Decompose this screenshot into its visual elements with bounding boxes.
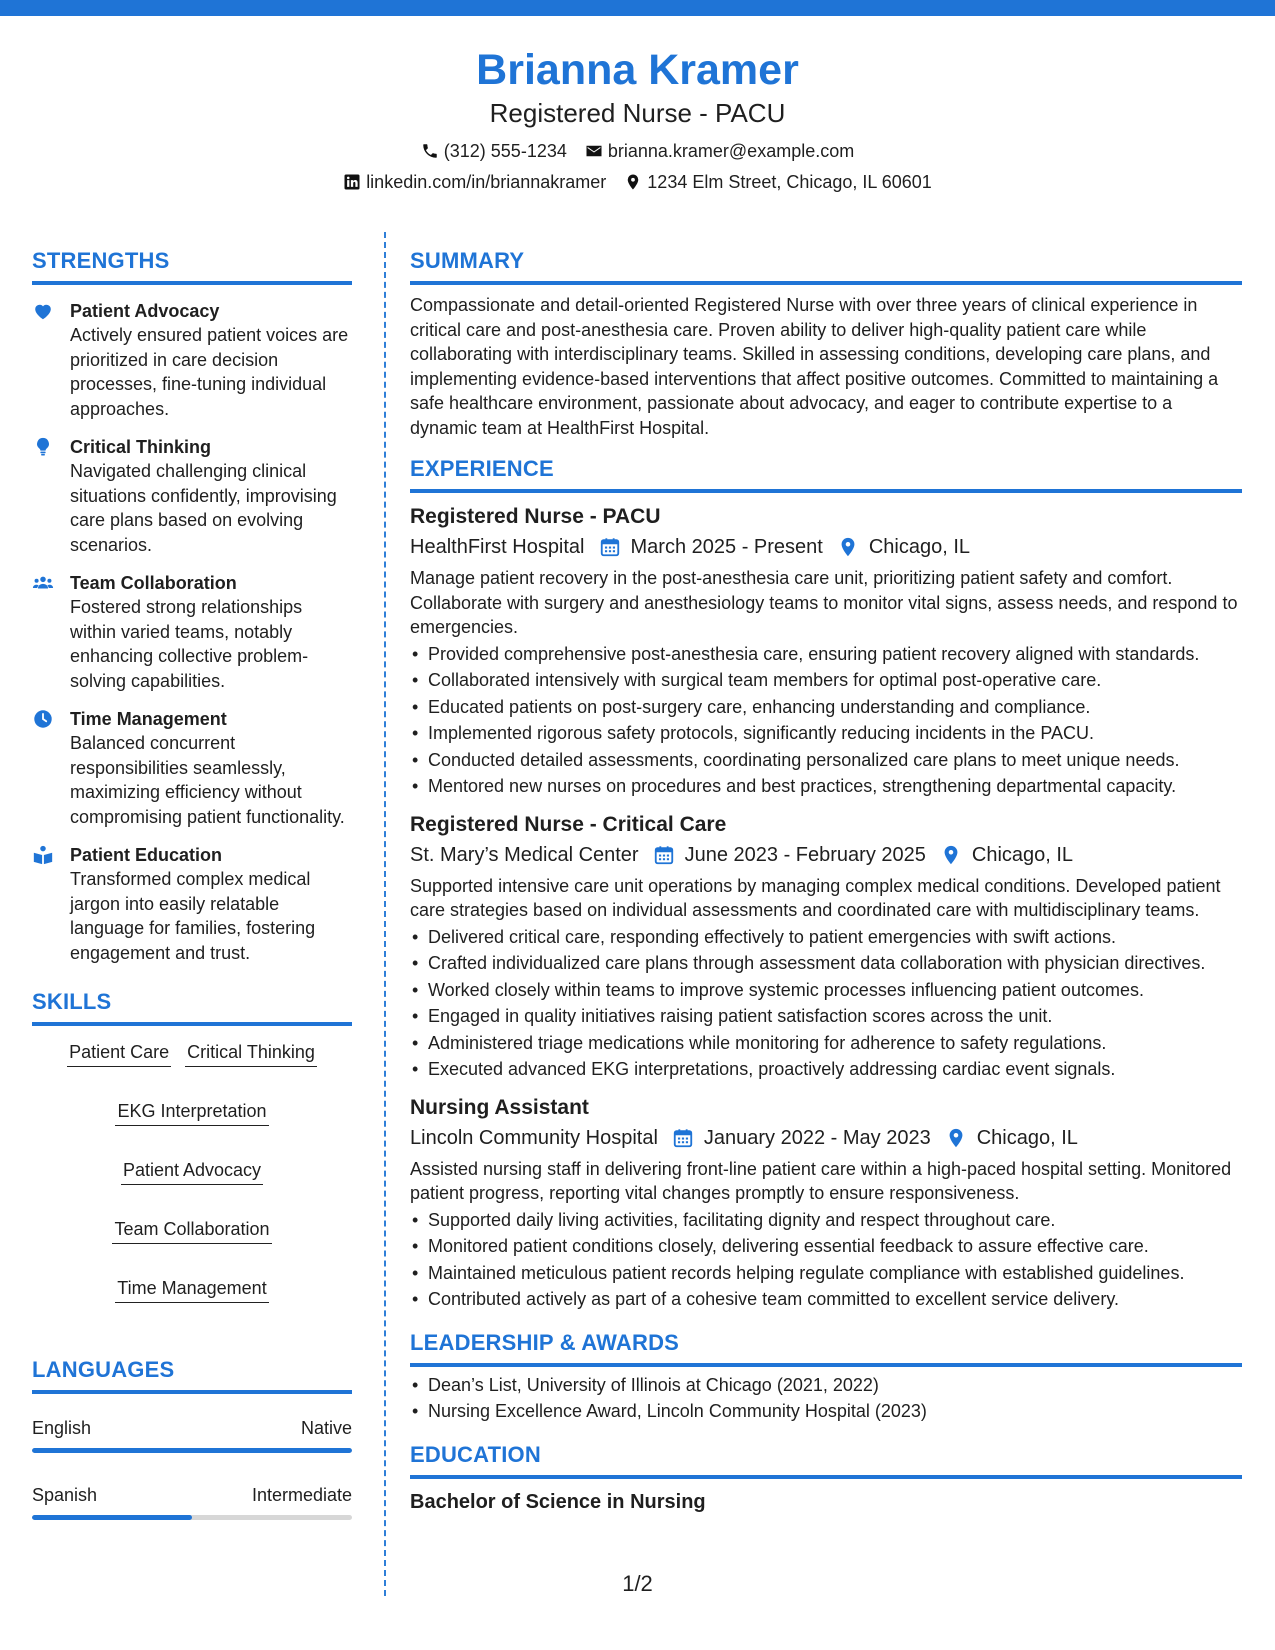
phone-contact[interactable] [421, 139, 567, 163]
top-accent-bar [0, 0, 1275, 16]
job-bullet: • Engaged in quality initiatives raising patient satisfaction scores across the unit. [410, 1004, 1242, 1029]
book-reader-icon [32, 843, 70, 965]
strengths-heading: STRENGTHS [32, 248, 170, 273]
section-rule [410, 1363, 1242, 1367]
languages-heading: LANGUAGES [32, 1357, 175, 1382]
calendar-icon [599, 536, 621, 558]
skills-list [32, 1040, 352, 1303]
email-text: brianna.kramer@example.com [607, 141, 855, 161]
strength-item [32, 843, 352, 965]
job-dates: June 2023 - February 2025 [684, 843, 926, 866]
job-bullet: • Supported daily living activities, facilitating dignity and respect throughout care. [410, 1208, 1242, 1233]
linkedin-icon [343, 173, 361, 191]
map-pin-icon [624, 173, 642, 191]
job-bullet: • Mentored new nurses on procedures and best practices, strengthening departmental capacity. [410, 774, 1242, 799]
job-bullet: • Administered triage medications while monitoring for adherence to safety regulations. [410, 1031, 1242, 1056]
section-rule [410, 489, 1242, 493]
linkedin-text: linkedin.com/in/briannakramer [366, 172, 607, 192]
job-location: Chicago, IL [976, 1126, 1078, 1149]
education-degree: Bachelor of Science in Nursing [410, 1490, 706, 1513]
language-proficiency-fill [32, 1448, 352, 1453]
experience-heading: EXPERIENCE [410, 456, 554, 481]
strength-item [32, 571, 352, 693]
candidate-title: Registered Nurse - PACU [489, 98, 786, 128]
email-contact[interactable] [585, 139, 854, 163]
summary-heading: SUMMARY [410, 248, 525, 273]
heart-icon [32, 299, 70, 421]
section-rule [410, 1475, 1242, 1479]
job-entry [410, 503, 1242, 799]
award-item: • Dean’s List, University of Illinois at Chicago (2021, 2022) [410, 1373, 1242, 1398]
strength-item [32, 299, 352, 421]
awards-list [410, 1373, 1242, 1424]
skill-tag: Patient Care [67, 1040, 171, 1067]
section-rule [410, 281, 1242, 285]
strength-desc: Actively ensured patient voices are prioritized in care decision processes, fine-tuning individual approaches. [70, 325, 349, 419]
job-bullets [410, 1208, 1242, 1312]
language-level: Native [300, 1418, 352, 1438]
job-title: Registered Nurse - Critical Care [410, 812, 727, 836]
job-bullet: • Delivered critical care, responding effectively to patient emergencies with swift actions. [410, 925, 1242, 950]
skills-section [32, 987, 352, 1303]
job-bullet: • Implemented rigorous safety protocols, significantly reducing incidents in the PACU. [410, 721, 1242, 746]
phone-text: (312) 555-1234 [443, 141, 567, 161]
experience-section [410, 454, 1242, 1312]
language-name: Spanish [32, 1485, 98, 1505]
linkedin-contact[interactable] [343, 170, 606, 194]
job-list [410, 503, 1242, 1312]
skill-tag: Critical Thinking [185, 1040, 317, 1067]
strength-desc: Fostered strong relationships within varied teams, notably enhancing collective problem-solving capabilities. [70, 597, 309, 691]
award-item: • Nursing Excellence Award, Lincoln Community Hospital (2023) [410, 1399, 1242, 1424]
job-bullet: • Crafted individualized care plans through assessment data collaboration with physician directives. [410, 951, 1242, 976]
awards-heading: LEADERSHIP & AWARDS [410, 1329, 680, 1355]
strengths-section [32, 246, 352, 965]
strength-desc: Balanced concurrent responsibilities seamlessly, maximizing efficiency without compromising patient functionality. [70, 733, 345, 827]
map-pin-icon [837, 536, 859, 558]
summary-text: Compassionate and detail-oriented Registered Nurse with over three years of clinical experience in critical care and post-anesthesia care. Proven ability to deliver high-quality patient care while collaborating with interdisciplinary teams. Skilled in assessing conditions, developing care plans, and implementing evidence-based interventions that affect positive outcomes. Committed to maintaining a safe healthcare environment, passionate about advocacy, and eager to contribute expertise to a dynamic team at HealthFirst Hospital. [410, 295, 1219, 438]
address-text: 1234 Elm Street, Chicago, IL 60601 [647, 172, 932, 192]
job-entry [410, 811, 1242, 1082]
calendar-icon [653, 844, 675, 866]
strength-title: Team Collaboration [70, 573, 237, 593]
language-name: English [32, 1418, 92, 1438]
left-column [32, 246, 352, 1520]
calendar-icon [672, 1127, 694, 1149]
strength-item [32, 707, 352, 829]
skill-tag: Time Management [115, 1276, 268, 1303]
skill-tag: EKG Interpretation [115, 1099, 268, 1126]
job-dates: January 2022 - May 2023 [703, 1126, 931, 1149]
job-bullet: • Conducted detailed assessments, coordinating personalized care plans to meet unique needs. [410, 748, 1242, 773]
strength-title: Critical Thinking [70, 437, 212, 457]
job-bullet: • Contributed actively as part of a cohesive team committed to excellent service delivery. [410, 1287, 1242, 1312]
map-pin-icon [945, 1127, 967, 1149]
job-location: Chicago, IL [971, 843, 1074, 866]
column-divider [384, 232, 386, 1596]
lightbulb-icon [32, 435, 70, 557]
job-location: Chicago, IL [868, 536, 971, 558]
language-item [32, 1483, 352, 1520]
skills-heading: SKILLS [32, 989, 112, 1014]
education-section [410, 1440, 1242, 1516]
job-meta [410, 841, 1242, 869]
job-description: Manage patient recovery in the post-anesthesia care unit, prioritizing patient safety and comfort. Collaborate with surgery and anesthesiology teams to monitor vital signs, assess needs, and respond to emergencies. [410, 568, 1238, 637]
strength-item [32, 435, 352, 557]
job-bullets [410, 925, 1242, 1082]
job-bullets [410, 642, 1242, 799]
strength-desc: Navigated challenging clinical situations confidently, improvising care plans based on evolving scenarios. [70, 461, 337, 555]
address-contact [624, 170, 932, 194]
right-column [410, 246, 1242, 1516]
language-item [32, 1416, 352, 1453]
page-number: 1/2 [622, 1571, 653, 1596]
job-dates: March 2025 - Present [630, 536, 823, 558]
job-employer: Lincoln Community Hospital [410, 1126, 658, 1149]
summary-section [410, 246, 1242, 440]
job-bullet: • Worked closely within teams to improve systemic processes influencing patient outcomes. [410, 978, 1242, 1003]
phone-icon [421, 142, 439, 160]
language-level: Intermediate [251, 1485, 352, 1505]
awards-section [410, 1328, 1242, 1424]
skill-tag: Patient Advocacy [121, 1158, 263, 1185]
language-proficiency-bar [32, 1448, 352, 1453]
job-bullet: • Monitored patient conditions closely, delivering essential feedback to assure effective care. [410, 1234, 1242, 1259]
strength-desc: Transformed complex medical jargon into easily relatable language for families, fostering engagement and trust. [70, 869, 316, 963]
language-proficiency-fill [32, 1515, 192, 1520]
job-meta [410, 1124, 1242, 1152]
job-title: Nursing Assistant [410, 1095, 589, 1119]
job-description: Supported intensive care unit operations by managing complex medical conditions. Developed patient care strategies based on individual assessments and coordinated care with multidisciplinary teams. [410, 875, 1221, 920]
section-rule [32, 1022, 352, 1026]
education-heading: EDUCATION [410, 1441, 541, 1467]
users-icon [32, 571, 70, 693]
envelope-icon [585, 142, 603, 160]
job-employer: St. Mary’s Medical Center [410, 843, 639, 866]
strength-title: Patient Advocacy [70, 301, 220, 321]
skill-tag: Team Collaboration [112, 1217, 271, 1244]
job-title: Registered Nurse - PACU [410, 505, 661, 528]
languages-section [32, 1355, 352, 1520]
strength-title: Patient Education [70, 845, 223, 865]
resume-header [0, 44, 1275, 194]
job-bullet: • Maintained meticulous patient records helping regulate compliance with established guidelines. [410, 1261, 1242, 1286]
job-description: Assisted nursing staff in delivering front-line patient care within a high-paced hospital setting. Monitored patient progress, reporting vital changes promptly to ensure responsiveness. [410, 1158, 1232, 1203]
strength-title: Time Management [70, 709, 227, 729]
clock-icon [32, 707, 70, 829]
job-bullet: • Collaborated intensively with surgical team members for optimal post-operative care. [410, 668, 1242, 693]
contact-row-2 [0, 170, 1275, 194]
candidate-name: Brianna Kramer [476, 46, 799, 94]
section-rule [32, 1390, 352, 1394]
job-employer: HealthFirst Hospital [410, 536, 585, 558]
job-bullet: • Provided comprehensive post-anesthesia care, ensuring patient recovery aligned with standards. [410, 642, 1242, 667]
job-meta [410, 533, 1242, 561]
language-proficiency-bar [32, 1515, 352, 1520]
contact-row-1 [0, 139, 1275, 163]
section-rule [32, 281, 352, 285]
job-entry [410, 1094, 1242, 1312]
job-bullet: • Executed advanced EKG interpretations, proactively addressing cardiac event signals. [410, 1057, 1242, 1082]
map-pin-icon [940, 844, 962, 866]
job-bullet: • Educated patients on post-surgery care, enhancing understanding and compliance. [410, 695, 1242, 720]
